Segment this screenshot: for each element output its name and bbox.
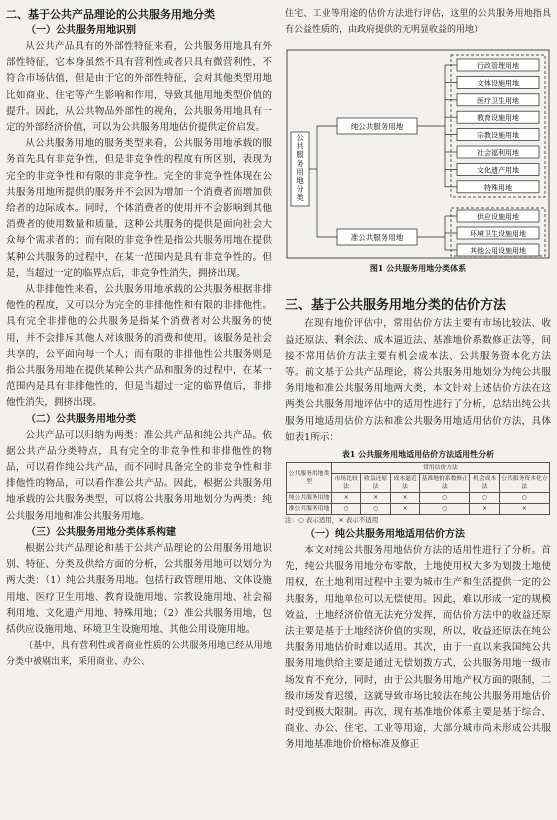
figure-caption: 图1 公共服务用地分类体系 <box>369 263 467 274</box>
paragraph: 从非排他性来看，公共服务用地承载的公共服务根据非排他性的程度，又可以分为完全的非排他性和有限的非排他性。具有完全非排他的公共服务是指某个消费者对公共服务的使用，并不会排斥其他人对该服务的消费和使用，该服务是社会共享的，公平面向每一个人；而有限的非排他性公共服务则是指公共服务用地在提供某种公共产品和服务的过程中，在某一范围内是具有非排他性的，但是当超过一定的临界值后，非排他性消失，拥挤出现。 <box>6 284 272 409</box>
paragraph: 在现有地价评估中，常用估价方法主要有市场比较法、收益还原法、剩余法、成本逼近法、基准地价系数修正法等，间接不常用估价方法主要有机会成本法、公共服务资本化方法等。前文基于公共产品理论，将公共服务用地划分为纯公共服务用地和准公共服务用地两大类，本文针对上述估价方法在这两类公共服务用地评估中的适用性进行了分析，总结出纯公共服务用地适用估价方法和准公共服务用地适用估价方法，具体如表1所示： <box>285 318 551 443</box>
classification-diagram <box>285 42 551 260</box>
table-cell: 纯公共服务用地 <box>287 493 332 504</box>
paragraph: 本文对纯公共服务用地估价方法的适用性进行了分析。首先，纯公共服务用地分布零散，土地使用权大多为划拨土地使用权，在土地利用过程中主要为城市生产和生活提供一定的公共服务，用地单位可以无偿使用。因此，难以形成一定的规模效益，土地经济价值无法充分发挥，而估价方法中的收益还原法主要是基于土地经济价值的实现，所以，收益还原法在纯公共服务用地估价时难以适用。其次，由于一直以来我国纯公共服务用地供给主要是通过无偿划拨方式，公共服务用地一级市场发育不充分，同时，由于公共服务用地产权方面的限制，二级市场发育迟缓，这就导致市场比较法在纯公共服务用地估价时受到极大限制。再次，现有基准地价体系主要是基于综合、商业、办公、住宅、工业等用途，大部分城市尚未形成公共服务用地基准地价价格标准及修正 <box>285 545 551 751</box>
table-cell: ○ <box>361 504 390 515</box>
table-row <box>287 504 550 515</box>
table-note: 注：○ 表示适用，× 表示不适用 <box>285 516 379 525</box>
table-cell: × <box>499 504 549 515</box>
table-cell: ○ <box>420 493 470 504</box>
paragraph-continuation: 住宅、工业等用途的估价方法进行评估，这里的公共服务用地指具有公益性质的，由政府提供的无明显收益的用地） <box>285 9 551 36</box>
category-label: 社会福利用地 <box>477 149 519 158</box>
category-label: 文化遗产用地 <box>477 166 519 175</box>
table-row <box>287 493 550 504</box>
classification-figure <box>285 42 551 260</box>
root-label: 公共服务用地分类 <box>296 133 304 203</box>
section-heading-3: 三、基于公共服务用地分类的估价方法 <box>285 298 507 314</box>
right-column <box>285 6 551 754</box>
paragraph: 公共产品可以归纳为两类：准公共产品和纯公共产品。依据公共产品分类特点，具有完全的非竞争性和非排他性的物品，可以看作纯公共产品，而不同时具备完全的非竞争性和非排他性的物品，可以看作准公共产品。因此，根据公共服务用地承载的公共服务类型，可以将公共服务用地划分为两类：纯公共服务用地和准公共服务用地。 <box>6 429 272 522</box>
table-caption: 表1 公共服务用地适用估价方法适用性分析 <box>341 449 495 460</box>
table-cell: × <box>390 504 419 515</box>
table-cell: ○ <box>470 493 499 504</box>
table-header-cell: 公共服务资本化方法 <box>499 474 549 493</box>
quasi-label: 准公共服务用地 <box>350 233 404 243</box>
table-cell: ○ <box>499 493 549 504</box>
method-table <box>286 462 550 515</box>
table-cell: ○ <box>331 504 360 515</box>
category-label: 特殊用地 <box>484 184 512 193</box>
table-header-cell: 机会成本法 <box>470 474 499 493</box>
category-label: 行政管理用地 <box>477 62 519 71</box>
category-label: 文体设施用地 <box>477 79 519 88</box>
table-cell: × <box>390 493 419 504</box>
table-cell: × <box>331 493 360 504</box>
table-cell: ○ <box>420 504 470 515</box>
paragraph: 从公共服务用地的服务类型来看，公共服务用地承载的服务首先具有非竞争性，但是非竞争性的程度有所区别，表现为完全的非竞争性和有限的非竞争性。完全的非竞争性体现在公共服务用地所提供的服务并不会因为增加一个消费者而增加供给者的边际成本。同时，个体消费者的使用并不会影响到其他消费者的使用数量和质量，这种公共服务的提供是面向社会大众每个需求者的；而有限的非竞争性是指公共服务用地在提供某种公共服务的过程中，在某一范围内是具有非竞争性的。但是，当超过一定的临界点后，非竞争性消失，拥挤出现。 <box>6 138 272 279</box>
subheading-classification: （二）公共服务用地分类 <box>26 413 136 425</box>
table-cell: 准公共服务用地 <box>287 504 332 515</box>
table-group-header: 常用估价方法 <box>331 463 549 474</box>
table-cell: × <box>361 493 390 504</box>
paragraph: 从公共产品具有的外部性特征来看，公共服务用地具有外部性特征，它本身虽然不具有营利性或者只具有微营利性，不符合市场估值，但是由于它的外部性特征，会对其他类型用地比如商业、住宅等产生影响和作用，导致其他用地类型价值的提升。因此，从公共物品外部性的视角，公共服务用地具有一定的外部经济价值，可以为公共服务用地估价提供定价启发。 <box>6 41 272 134</box>
subheading-system: （三）公共服务用地分类体系构建 <box>26 526 176 538</box>
subheading-identification: （一）公共服务用地识别 <box>26 25 136 36</box>
subheading-pure-methods: （一）纯公共服务用地适用估价方法 <box>305 529 465 541</box>
table-header-cell: 基准地价系数修正法 <box>420 474 470 493</box>
section-heading-2: 二、基于公共产品理论的公共服务用地分类 <box>6 8 215 21</box>
paragraph: 根据公共产品理论和基于公共产品理论的公用服务用地识别、特征、分类及供给方面的分析，公共服务用地可以划分为两大类：（1）纯公共服务用地。包括行政管理用地、文体设施用地、医疗卫生用地、教育设施用地、宗教设施用地、社会福利用地、文化遗产用地、特殊用地；（2）准公共服务用地，包括供应设施用地、环境卫生设施用地、其他公用设施用地。 <box>6 542 272 635</box>
category-label: 供应设施用地 <box>477 213 519 222</box>
footnote-paragraph: （基中，具有营利性或者商业性质的公共服务用地已经从用地分类中被剔出来，采用商业、办公、 <box>6 641 272 668</box>
table-header-cell: 成本逼近法 <box>390 474 419 493</box>
category-label: 其他公用设施用地 <box>470 247 526 256</box>
pure-label: 纯公共服务用地 <box>350 122 404 132</box>
table-cell: × <box>470 504 499 515</box>
category-label: 环境卫生设施用地 <box>470 230 526 239</box>
category-label: 宗教设施用地 <box>477 132 519 141</box>
left-column <box>6 6 272 671</box>
table-header-cell: 公共服务用地类型 <box>287 463 332 493</box>
category-label: 教育设施用地 <box>477 114 519 123</box>
table-header-cell: 市场比较法 <box>331 474 360 493</box>
table-header-cell: 收益还原法 <box>361 474 390 493</box>
category-label: 医疗卫生用地 <box>477 97 519 106</box>
